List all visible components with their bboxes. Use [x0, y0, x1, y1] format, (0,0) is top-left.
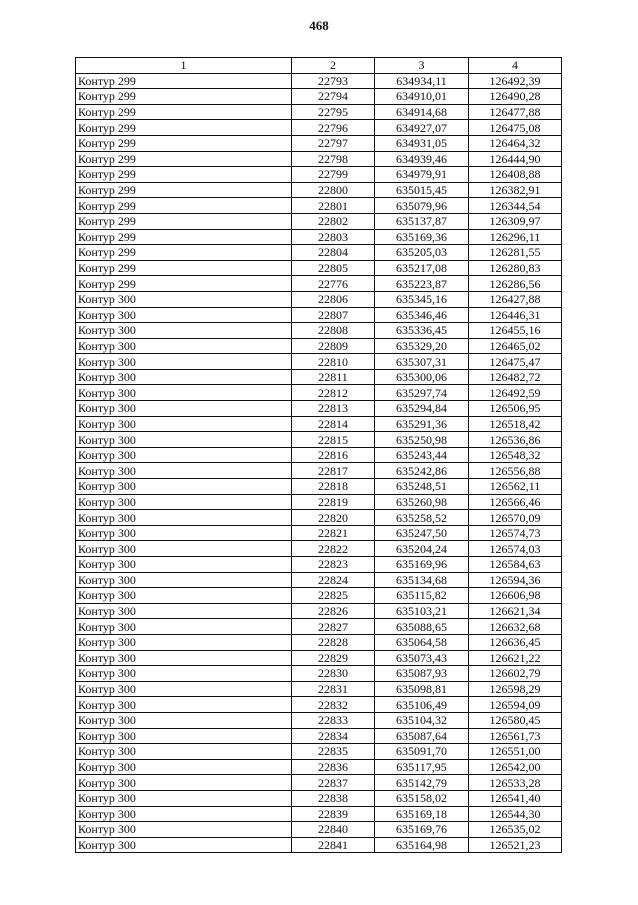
y-coordinate-cell: 126492,39: [469, 73, 562, 89]
contour-name-cell: Контур 300: [76, 634, 292, 650]
y-coordinate-cell: 126551,00: [469, 744, 562, 760]
contour-name-cell: Контур 300: [76, 603, 292, 619]
contour-name-cell: Контур 300: [76, 510, 292, 526]
table-row: [76, 447, 562, 463]
contour-name-cell: Контур 300: [76, 650, 292, 666]
header-row: [76, 58, 562, 74]
x-coordinate-cell: 635204,24: [375, 541, 469, 557]
x-coordinate-cell: 635169,36: [375, 229, 469, 245]
table-row: [76, 494, 562, 510]
contour-name-cell: Контур 300: [76, 416, 292, 432]
y-coordinate-cell: 126561,73: [469, 728, 562, 744]
point-number-cell: 22831: [292, 681, 375, 697]
contour-name-cell: Контур 300: [76, 697, 292, 713]
contour-name-cell: Контур 299: [76, 120, 292, 136]
table-row: [76, 588, 562, 604]
table-row: [76, 167, 562, 183]
table-row: [76, 182, 562, 198]
contour-name-cell: Контур 300: [76, 447, 292, 463]
y-coordinate-cell: 126533,28: [469, 775, 562, 791]
point-number-cell: 22813: [292, 401, 375, 417]
y-coordinate-cell: 126482,72: [469, 369, 562, 385]
x-coordinate-cell: 634914,68: [375, 104, 469, 120]
point-number-cell: 22795: [292, 104, 375, 120]
y-coordinate-cell: 126446,31: [469, 307, 562, 323]
contour-name-cell: Контур 300: [76, 728, 292, 744]
table-header: [76, 58, 562, 74]
y-coordinate-cell: 126518,42: [469, 416, 562, 432]
point-number-cell: 22812: [292, 385, 375, 401]
point-number-cell: 22811: [292, 369, 375, 385]
contour-name-cell: Контур 300: [76, 775, 292, 791]
x-coordinate-cell: 635064,58: [375, 634, 469, 650]
x-coordinate-cell: 635142,79: [375, 775, 469, 791]
point-number-cell: 22799: [292, 167, 375, 183]
table-row: [76, 681, 562, 697]
x-coordinate-cell: 634939,46: [375, 151, 469, 167]
point-number-cell: 22820: [292, 510, 375, 526]
point-number-cell: 22793: [292, 73, 375, 89]
contour-name-cell: Контур 299: [76, 167, 292, 183]
table-row: [76, 603, 562, 619]
point-number-cell: 22807: [292, 307, 375, 323]
x-coordinate-cell: 635336,45: [375, 323, 469, 339]
point-number-cell: 22821: [292, 525, 375, 541]
x-coordinate-cell: 634934,11: [375, 73, 469, 89]
y-coordinate-cell: 126594,36: [469, 572, 562, 588]
contour-name-cell: Контур 300: [76, 759, 292, 775]
point-number-cell: 22833: [292, 712, 375, 728]
point-number-cell: 22828: [292, 634, 375, 650]
table-row: [76, 307, 562, 323]
point-number-cell: 22776: [292, 276, 375, 292]
point-number-cell: 22804: [292, 245, 375, 261]
contour-name-cell: Контур 300: [76, 291, 292, 307]
y-coordinate-cell: 126427,88: [469, 291, 562, 307]
contour-name-cell: Контур 300: [76, 619, 292, 635]
table-row: [76, 541, 562, 557]
table-row: [76, 276, 562, 292]
point-number-cell: 22796: [292, 120, 375, 136]
contour-name-cell: Контур 299: [76, 182, 292, 198]
point-number-cell: 22794: [292, 89, 375, 105]
contour-name-cell: Контур 300: [76, 557, 292, 573]
x-coordinate-cell: 635164,98: [375, 837, 469, 853]
x-coordinate-cell: 635329,20: [375, 338, 469, 354]
contour-name-cell: Контур 299: [76, 89, 292, 105]
point-number-cell: 22832: [292, 697, 375, 713]
point-number-cell: 22838: [292, 790, 375, 806]
x-coordinate-cell: 635258,52: [375, 510, 469, 526]
x-coordinate-cell: 635158,02: [375, 790, 469, 806]
y-coordinate-cell: 126492,59: [469, 385, 562, 401]
y-coordinate-cell: 126490,28: [469, 89, 562, 105]
coordinates-table: [75, 57, 562, 853]
y-coordinate-cell: 126280,83: [469, 260, 562, 276]
table-row: [76, 135, 562, 151]
x-coordinate-cell: 635247,50: [375, 525, 469, 541]
contour-name-cell: Контур 300: [76, 369, 292, 385]
contour-name-cell: Контур 299: [76, 260, 292, 276]
y-coordinate-cell: 126606,98: [469, 588, 562, 604]
table-row: [76, 338, 562, 354]
y-coordinate-cell: 126464,32: [469, 135, 562, 151]
point-number-cell: 22840: [292, 822, 375, 838]
table-row: [76, 697, 562, 713]
contour-name-cell: Контур 300: [76, 588, 292, 604]
table-row: [76, 416, 562, 432]
x-coordinate-cell: 635098,81: [375, 681, 469, 697]
contour-name-cell: Контур 300: [76, 822, 292, 838]
contour-name-cell: Контур 300: [76, 479, 292, 495]
table-row: [76, 385, 562, 401]
table-row: [76, 712, 562, 728]
contour-name-cell: Контур 300: [76, 712, 292, 728]
point-number-cell: 22815: [292, 432, 375, 448]
table-row: [76, 837, 562, 853]
x-coordinate-cell: 634910,01: [375, 89, 469, 105]
point-number-cell: 22802: [292, 213, 375, 229]
contour-name-cell: Контур 300: [76, 806, 292, 822]
table-row: [76, 806, 562, 822]
table-row: [76, 525, 562, 541]
x-coordinate-cell: 635307,31: [375, 354, 469, 370]
table-row: [76, 198, 562, 214]
contour-name-cell: Контур 300: [76, 463, 292, 479]
y-coordinate-cell: 126548,32: [469, 447, 562, 463]
y-coordinate-cell: 126465,02: [469, 338, 562, 354]
table-row: [76, 432, 562, 448]
table-row: [76, 89, 562, 105]
point-number-cell: 22819: [292, 494, 375, 510]
table-row: [76, 354, 562, 370]
table-row: [76, 790, 562, 806]
table-row: [76, 557, 562, 573]
point-number-cell: 22826: [292, 603, 375, 619]
contour-name-cell: Контур 300: [76, 432, 292, 448]
y-coordinate-cell: 126296,11: [469, 229, 562, 245]
contour-name-cell: Контур 300: [76, 837, 292, 853]
header-col-3: 3: [375, 58, 469, 74]
table-row: [76, 822, 562, 838]
table-row: [76, 666, 562, 682]
x-coordinate-cell: 635103,21: [375, 603, 469, 619]
point-number-cell: 22806: [292, 291, 375, 307]
x-coordinate-cell: 635242,86: [375, 463, 469, 479]
table-row: [76, 323, 562, 339]
x-coordinate-cell: 635117,95: [375, 759, 469, 775]
contour-name-cell: Контур 300: [76, 525, 292, 541]
table-row: [76, 728, 562, 744]
y-coordinate-cell: 126636,45: [469, 634, 562, 650]
point-number-cell: 22839: [292, 806, 375, 822]
y-coordinate-cell: 126455,16: [469, 323, 562, 339]
y-coordinate-cell: 126598,29: [469, 681, 562, 697]
x-coordinate-cell: 634927,07: [375, 120, 469, 136]
y-coordinate-cell: 126570,09: [469, 510, 562, 526]
header-col-2: 2: [292, 58, 375, 74]
y-coordinate-cell: 126521,23: [469, 837, 562, 853]
y-coordinate-cell: 126602,79: [469, 666, 562, 682]
x-coordinate-cell: 635169,18: [375, 806, 469, 822]
header-col-1: 1: [76, 58, 292, 74]
point-number-cell: 22809: [292, 338, 375, 354]
y-coordinate-cell: 126621,34: [469, 603, 562, 619]
contour-name-cell: Контур 299: [76, 229, 292, 245]
contour-name-cell: Контур 300: [76, 338, 292, 354]
table-row: [76, 245, 562, 261]
table-row: [76, 151, 562, 167]
table-row: [76, 401, 562, 417]
x-coordinate-cell: 635104,32: [375, 712, 469, 728]
contour-name-cell: Контур 299: [76, 198, 292, 214]
point-number-cell: 22825: [292, 588, 375, 604]
contour-name-cell: Контур 300: [76, 541, 292, 557]
point-number-cell: 22823: [292, 557, 375, 573]
x-coordinate-cell: 635091,70: [375, 744, 469, 760]
table-row: [76, 213, 562, 229]
point-number-cell: 22801: [292, 198, 375, 214]
contour-name-cell: Контур 300: [76, 744, 292, 760]
table-row: [76, 463, 562, 479]
y-coordinate-cell: 126544,30: [469, 806, 562, 822]
point-number-cell: 22810: [292, 354, 375, 370]
table-row: [76, 479, 562, 495]
point-number-cell: 22830: [292, 666, 375, 682]
contour-name-cell: Контур 300: [76, 401, 292, 417]
point-number-cell: 22829: [292, 650, 375, 666]
x-coordinate-cell: 635015,45: [375, 182, 469, 198]
contour-name-cell: Контур 299: [76, 135, 292, 151]
x-coordinate-cell: 635169,96: [375, 557, 469, 573]
y-coordinate-cell: 126621,22: [469, 650, 562, 666]
point-number-cell: 22836: [292, 759, 375, 775]
contour-name-cell: Контур 299: [76, 245, 292, 261]
x-coordinate-cell: 635088,65: [375, 619, 469, 635]
y-coordinate-cell: 126444,90: [469, 151, 562, 167]
point-number-cell: 22837: [292, 775, 375, 791]
y-coordinate-cell: 126475,47: [469, 354, 562, 370]
y-coordinate-cell: 126535,02: [469, 822, 562, 838]
y-coordinate-cell: 126286,56: [469, 276, 562, 292]
y-coordinate-cell: 126281,55: [469, 245, 562, 261]
x-coordinate-cell: 635087,93: [375, 666, 469, 682]
y-coordinate-cell: 126594,09: [469, 697, 562, 713]
x-coordinate-cell: 635346,46: [375, 307, 469, 323]
x-coordinate-cell: 635106,49: [375, 697, 469, 713]
point-number-cell: 22834: [292, 728, 375, 744]
y-coordinate-cell: 126566,46: [469, 494, 562, 510]
point-number-cell: 22822: [292, 541, 375, 557]
point-number-cell: 22800: [292, 182, 375, 198]
table-row: [76, 260, 562, 276]
y-coordinate-cell: 126632,68: [469, 619, 562, 635]
contour-name-cell: Контур 300: [76, 572, 292, 588]
page-number: 468: [309, 18, 329, 33]
header-col-4: 4: [469, 58, 562, 74]
y-coordinate-cell: 126541,40: [469, 790, 562, 806]
x-coordinate-cell: 635223,87: [375, 276, 469, 292]
table-row: [76, 775, 562, 791]
point-number-cell: 22824: [292, 572, 375, 588]
contour-name-cell: Контур 300: [76, 790, 292, 806]
table-row: [76, 120, 562, 136]
y-coordinate-cell: 126382,91: [469, 182, 562, 198]
point-number-cell: 22797: [292, 135, 375, 151]
point-number-cell: 22805: [292, 260, 375, 276]
point-number-cell: 22835: [292, 744, 375, 760]
y-coordinate-cell: 126408,88: [469, 167, 562, 183]
contour-name-cell: Контур 300: [76, 681, 292, 697]
contour-name-cell: Контур 300: [76, 666, 292, 682]
point-number-cell: 22816: [292, 447, 375, 463]
y-coordinate-cell: 126574,03: [469, 541, 562, 557]
contour-name-cell: Контур 299: [76, 73, 292, 89]
x-coordinate-cell: 634931,05: [375, 135, 469, 151]
x-coordinate-cell: 635250,98: [375, 432, 469, 448]
table-row: [76, 744, 562, 760]
y-coordinate-cell: 126580,45: [469, 712, 562, 728]
table-row: [76, 104, 562, 120]
x-coordinate-cell: 635079,96: [375, 198, 469, 214]
point-number-cell: 22814: [292, 416, 375, 432]
point-number-cell: 22841: [292, 837, 375, 853]
x-coordinate-cell: 635345,16: [375, 291, 469, 307]
y-coordinate-cell: 126506,95: [469, 401, 562, 417]
point-number-cell: 22818: [292, 479, 375, 495]
y-coordinate-cell: 126542,00: [469, 759, 562, 775]
y-coordinate-cell: 126562,11: [469, 479, 562, 495]
y-coordinate-cell: 126556,88: [469, 463, 562, 479]
contour-name-cell: Контур 300: [76, 307, 292, 323]
point-number-cell: 22827: [292, 619, 375, 635]
contour-name-cell: Контур 300: [76, 323, 292, 339]
table-row: [76, 619, 562, 635]
y-coordinate-cell: 126574,73: [469, 525, 562, 541]
x-coordinate-cell: 635297,74: [375, 385, 469, 401]
contour-name-cell: Контур 300: [76, 385, 292, 401]
x-coordinate-cell: 635260,98: [375, 494, 469, 510]
contour-name-cell: Контур 299: [76, 213, 292, 229]
contour-name-cell: Контур 300: [76, 354, 292, 370]
table-row: [76, 291, 562, 307]
x-coordinate-cell: 635137,87: [375, 213, 469, 229]
y-coordinate-cell: 126309,97: [469, 213, 562, 229]
contour-name-cell: Контур 299: [76, 104, 292, 120]
contour-name-cell: Контур 299: [76, 151, 292, 167]
x-coordinate-cell: 635169,76: [375, 822, 469, 838]
point-number-cell: 22808: [292, 323, 375, 339]
y-coordinate-cell: 126344,54: [469, 198, 562, 214]
table-row: [76, 369, 562, 385]
x-coordinate-cell: 635300,06: [375, 369, 469, 385]
table-row: [76, 510, 562, 526]
x-coordinate-cell: 635243,44: [375, 447, 469, 463]
table-row: [76, 572, 562, 588]
table-row: [76, 759, 562, 775]
table-row: [76, 229, 562, 245]
x-coordinate-cell: 635205,03: [375, 245, 469, 261]
x-coordinate-cell: 635291,36: [375, 416, 469, 432]
x-coordinate-cell: 635115,82: [375, 588, 469, 604]
y-coordinate-cell: 126477,88: [469, 104, 562, 120]
x-coordinate-cell: 635217,08: [375, 260, 469, 276]
table-row: [76, 634, 562, 650]
table-row: [76, 73, 562, 89]
table-body: [76, 73, 562, 853]
contour-name-cell: Контур 300: [76, 494, 292, 510]
x-coordinate-cell: 635248,51: [375, 479, 469, 495]
x-coordinate-cell: 635294,84: [375, 401, 469, 417]
x-coordinate-cell: 634979,91: [375, 167, 469, 183]
y-coordinate-cell: 126584,63: [469, 557, 562, 573]
y-coordinate-cell: 126475,08: [469, 120, 562, 136]
x-coordinate-cell: 635087,64: [375, 728, 469, 744]
point-number-cell: 22803: [292, 229, 375, 245]
table-row: [76, 650, 562, 666]
contour-name-cell: Контур 299: [76, 276, 292, 292]
x-coordinate-cell: 635134,68: [375, 572, 469, 588]
point-number-cell: 22798: [292, 151, 375, 167]
x-coordinate-cell: 635073,43: [375, 650, 469, 666]
point-number-cell: 22817: [292, 463, 375, 479]
y-coordinate-cell: 126536,86: [469, 432, 562, 448]
